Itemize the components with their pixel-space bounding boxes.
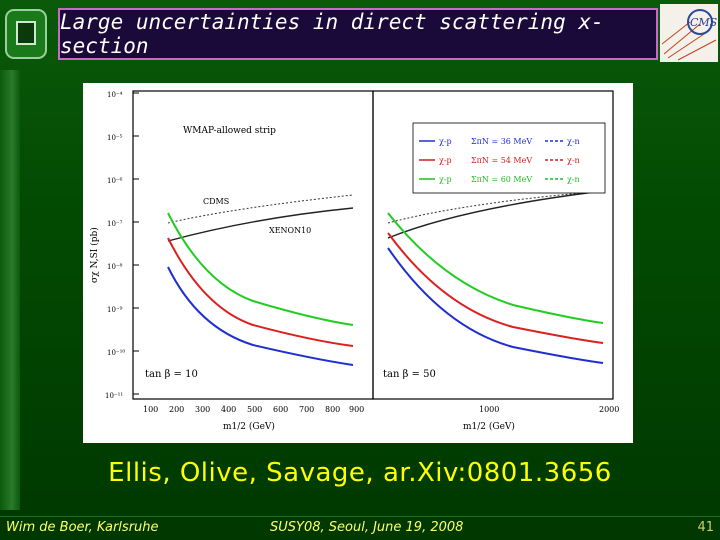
red-curve-left: [168, 238, 353, 346]
legend-b: ΣπN = 60 MeV: [471, 175, 533, 184]
xenon-limit-right: [388, 191, 603, 238]
cms-logo-text: CMS: [690, 16, 718, 29]
cross-section-figure: [83, 83, 633, 443]
cross-section-plot: [83, 83, 633, 443]
footer-conference: SUSY08, Seoul, June 19, 2008: [270, 520, 464, 535]
slide-title: Large uncertainties in direct scattering x-section: [60, 10, 604, 58]
title-box: [58, 8, 658, 60]
x-tick: 2000: [599, 405, 620, 414]
cms-logo-icon: [660, 4, 718, 62]
y-tick: 10⁻⁷: [107, 220, 123, 228]
legend-c: χ-n: [567, 175, 580, 184]
footer-divider: [0, 516, 720, 517]
left-decorative-bar: [0, 70, 20, 510]
y-tick: 10⁻¹⁰: [107, 349, 126, 357]
left-panel-frame: [133, 91, 373, 399]
green-curve-right: [388, 213, 603, 323]
x-axis-label-right: m1/2 (GeV): [463, 422, 515, 432]
y-tick: 10⁻⁸: [107, 263, 123, 271]
legend-c: χ-n: [567, 156, 580, 165]
x-tick: 900: [349, 405, 365, 414]
legend-a: χ-p: [439, 137, 452, 146]
y-tick: 10⁻⁹: [107, 306, 123, 314]
x-tick: 400: [221, 405, 237, 414]
university-logo-icon: [4, 6, 50, 62]
x-tick: 600: [273, 405, 289, 414]
x-tick: 1000: [479, 405, 500, 414]
y-axis-label: σχ N,SI (pb): [90, 227, 100, 283]
y-tick: 10⁻⁵: [107, 134, 123, 142]
tanb-left-label: tan β = 10: [145, 369, 198, 380]
x-axis-label-left: m1/2 (GeV): [223, 422, 275, 432]
cdms-limit-left: [168, 195, 353, 223]
legend-c: χ-n: [567, 137, 580, 146]
cdms-label: CDMS: [203, 197, 230, 206]
x-tick: 800: [325, 405, 341, 414]
legend-b: ΣπN = 54 MeV: [471, 156, 533, 165]
xenon-label: XENON10: [269, 226, 312, 235]
y-tick: 10⁻⁶: [107, 177, 123, 185]
legend-a: χ-p: [439, 156, 452, 165]
footer-author: Wim de Boer, Karlsruhe: [6, 520, 159, 535]
reference-text: Ellis, Olive, Savage, ar.Xiv:0801.3656: [108, 458, 612, 488]
legend-b: ΣπN = 36 MeV: [471, 137, 533, 146]
tanb-right-label: tan β = 50: [383, 369, 436, 380]
x-tick: 500: [247, 405, 263, 414]
wmap-strip-label: WMAP-allowed strip: [183, 126, 276, 136]
y-tick: 10⁻¹¹: [105, 392, 124, 400]
y-tick: 10⁻⁴: [107, 91, 123, 99]
x-tick: 100: [143, 405, 159, 414]
legend-a: χ-p: [439, 175, 452, 184]
blue-curve-right: [388, 248, 603, 363]
x-tick: 300: [195, 405, 211, 414]
page-number: 41: [697, 520, 714, 535]
x-tick: 700: [299, 405, 315, 414]
xenon-limit-left: [168, 208, 353, 241]
x-tick: 200: [169, 405, 185, 414]
